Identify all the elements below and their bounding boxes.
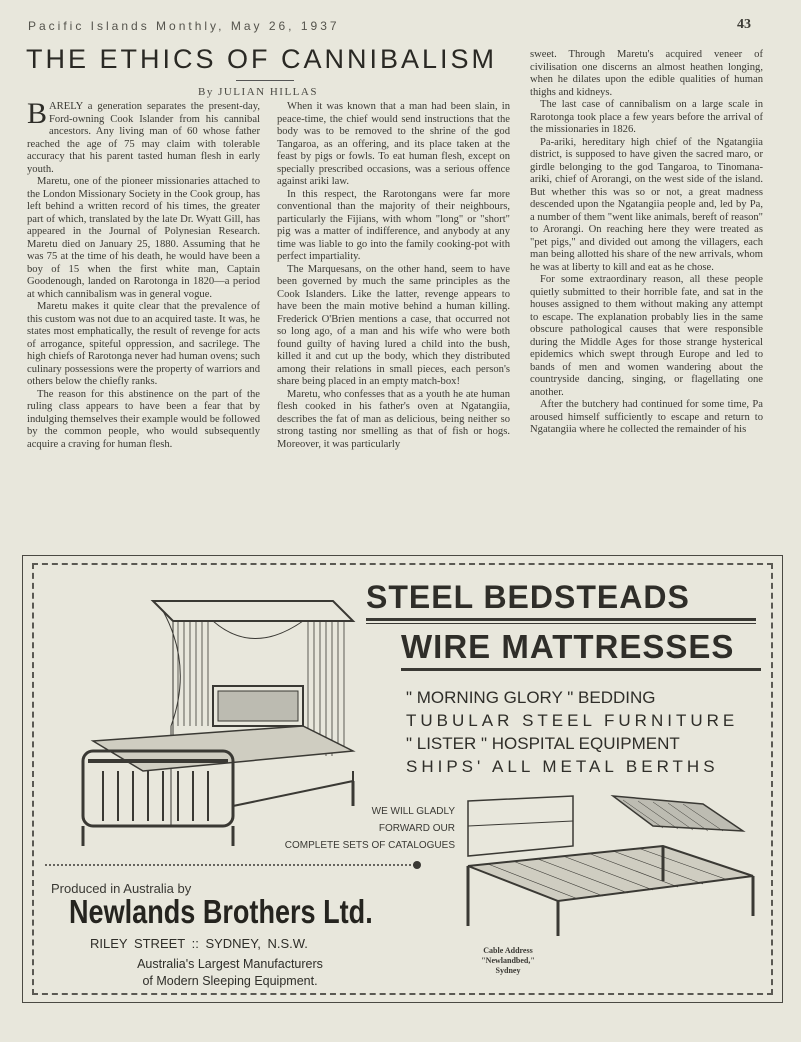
paragraph: After the butchery had continued for some time, Pa aroused himself sufficiently to escape and return to Ngatangiia where he collected the remainder of his [530, 399, 763, 435]
paragraph: The Marquesans, on the other hand, seem to have been governed by much the same principles as the Cook Islanders. Like the latter, revenge appears to have been the main motive behind a human killing. Frederick O'Brien mentions a case, that occurred not so long ago, of a man and his wife who were both found guilty of having lured a child into the bush, killed it and cut up the body, which they distributed among their relations in small pieces, each person's share being placed in an empty match-box! [277, 263, 510, 387]
paragraph: Maretu, who confesses that as a youth he ate human flesh cooked in his father's oven at Ngatangiia, describes the fat of man as delicious, being neither so strong tasting nor smelling as that of fish or hogs. Moreover, it was particularly [277, 388, 510, 450]
ad-slogan-line: Australia's Largest Manufacturers [137, 957, 323, 971]
page-number: 43 [737, 17, 751, 32]
ad-headline-wire-mattresses: WIRE MATTRESSES [401, 628, 735, 665]
drop-cap: B [27, 101, 48, 130]
paragraph: The reason for this abstinence on the part of the ruling class appears to have been a fear that by indulging themselves their example would be followed by the common people, who would subsequently acquire a craving for human flesh. [27, 388, 260, 450]
paragraph [27, 101, 260, 176]
ad-headline-rule [366, 618, 756, 621]
metal-berth-illustration [463, 786, 763, 946]
article-title: THE ETHICS OF CANNIBALISM [26, 44, 498, 74]
ad-company-name: Newlands Brothers Ltd. [69, 893, 373, 930]
paragraph: Pa-ariki, hereditary high chief of the Ngatangiia district, is supposed to have given the sacred maro, or girdle belonging to the god Tangaroa, to Tinomana-ariki, chief of Arorangi, on the west side of the island. But whether this was so or not, a great madness descended upon the Ngatangiia people and, led by Pa, a number of them "went like animals, bereft of reason" to Arorangi. On reaching here they were treated as "pet pigs," and divided out among the villagers, each man being allotted his share of the new arrivals, whom he was at liberty to kill and eat as he chose. [530, 136, 763, 273]
ad-product-line: " LISTER " HOSPITAL EQUIPMENT [406, 734, 680, 753]
ad-cable-line: Cable Address [483, 946, 533, 955]
paragraph: For some extraordinary reason, all these people quietly submitted to their horrible fate, and sat in the houses assigned to them without making any attempt to escape. The explanation probably lies in the same obscure pathological causes that were responsible during the Middle Ages for those strange hysterical epidemics which swept through Europe and led to bands of men and women wandering about the countryside dancing, singing, or flagellating one another. [530, 274, 763, 398]
paragraph: When it was known that a man had been slain, in peace-time, the chief would send instructions that the body was to be removed to the shrine of the god Tangaroa, as an offering, and its place taken at the feast by pigs or fowls. To eat human flesh, except on specially prescribed occasions, was a serious offence against ariki law. [277, 101, 510, 187]
ad-product-list [406, 686, 738, 778]
ad-catalogue-line: COMPLETE SETS OF CATALOGUES [284, 840, 455, 851]
running-head: Pacific Islands Monthly, May 26, 1937 [28, 19, 340, 33]
article-column-1 [27, 101, 260, 546]
decorative-arrow-rule [45, 858, 425, 872]
article-column-3 [530, 49, 763, 545]
paragraph: In this respect, the Rarotongans were far more conventional than the majority of their neighbours, particularly the Fijians, with whom "long" or "short" pig was a matter of indifference, and anybody at any time was liable to go into the family cooking-pot with perfect impartiality. [277, 188, 510, 262]
ad-product-line: SHIPS' ALL METAL BERTHS [406, 757, 719, 776]
paragraph: sweet. Through Maretu's acquired veneer of civilisation one discerns an almost heathen longing, when he dilates upon the edible qualities of human thighs and kidneys. [530, 49, 763, 98]
ad-catalogue-offer [265, 803, 455, 854]
paragraph: The last case of cannibalism on a large scale in Rarotonga took place a few years before the arrival of the missionaries in 1826. [530, 99, 763, 135]
ad-produced-by: Produced in Australia by [51, 881, 192, 896]
article-column-2 [277, 101, 510, 546]
ad-product-line: " MORNING GLORY " BEDDING [406, 688, 656, 707]
advertisement [22, 555, 783, 1003]
article-byline: By JULIAN HILLAS [198, 86, 318, 98]
ad-slogan-line: of Modern Sleeping Equipment. [142, 974, 318, 988]
ad-slogan [125, 956, 335, 990]
ad-catalogue-line: FORWARD OUR [378, 823, 455, 834]
ad-address: RILEY STREET :: SYDNEY, N.S.W. [90, 936, 308, 951]
paragraph-text: ARELY a generation separates the present-day, Ford-owning Cook Islander from his cannibal ancestors. Any living man of 60 whose father reached the age of 75 may claim with tolerable accuracy that his parent tasted human flesh in early youth. [27, 101, 260, 175]
ad-catalogue-line: WE WILL GLADLY [371, 806, 455, 817]
byline-rule [236, 80, 294, 81]
ad-cable-line: Sydney [495, 966, 521, 975]
ad-headline-rule [401, 668, 761, 671]
ad-headline-steel-bedsteads: STEEL BEDSTEADS [366, 579, 690, 615]
ad-headline-rule [366, 623, 756, 624]
ad-product-line: TUBULAR STEEL FURNITURE [406, 711, 739, 730]
ad-cable-address [463, 946, 553, 976]
paragraph: Maretu, one of the pioneer missionaries attached to the London Missionary Society in the Cook group, has left behind a written record of his times, the greater part of which, translated by the late Dr. Wyatt Gill, has appeared in the Journal of Polynesian Research. Maretu died on January 25, 1880. Assuming that he was 75 at the time of his death, he would have been a boy of 15 when the first white man, Captain Goodenough, landed on Rarotonga in 1820—a period at which cannibalism was in general vogue. [27, 176, 260, 300]
ad-cable-line: "Newlandbed," [481, 956, 535, 965]
paragraph: Maretu makes it quite clear that the prevalence of this custom was not due to an acquired taste. It was, he states most emphatically, the result of revenge for acts of arrogance, spiteful oppression, and sacrilege. The high chiefs of Rarotonga never had human ovens; such culinary possessions were the property of warriors and others below the chiefly ranks. [27, 301, 260, 387]
